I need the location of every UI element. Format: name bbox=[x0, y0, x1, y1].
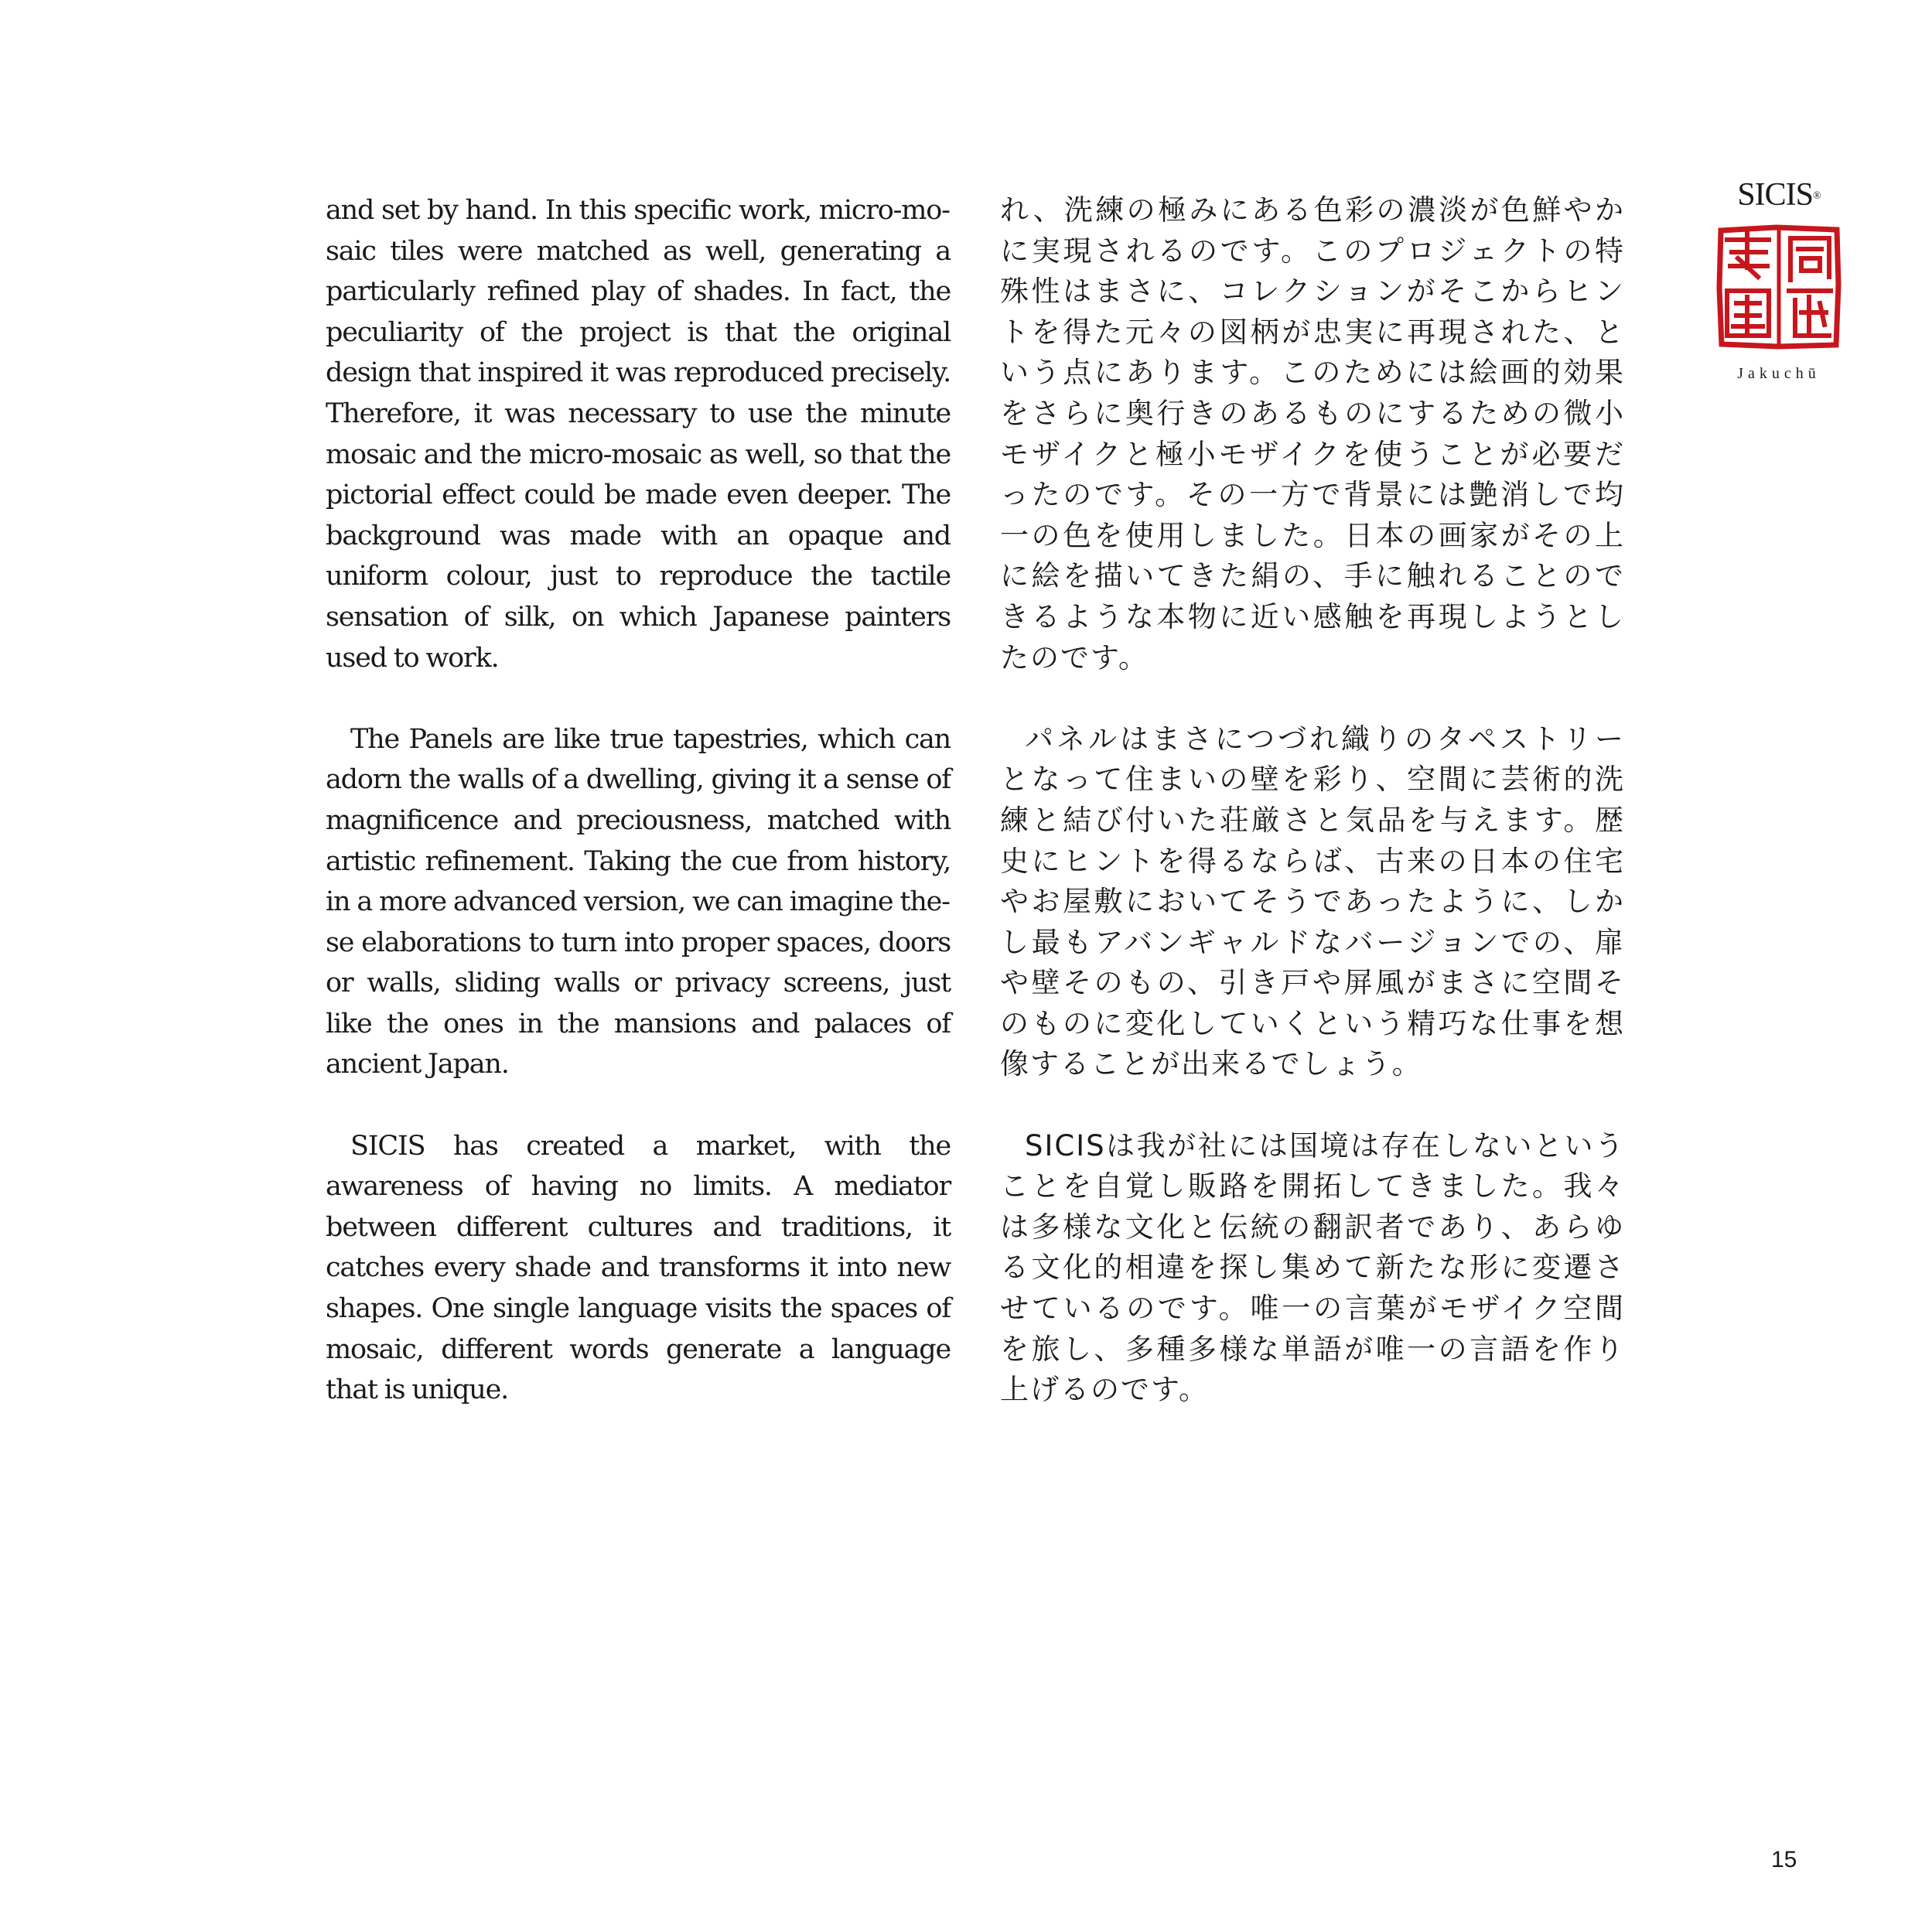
seal-subtitle: Jakuchū bbox=[1737, 365, 1821, 382]
brand-logo bbox=[1702, 176, 1856, 213]
red-seal-stamp bbox=[1715, 223, 1843, 351]
page-number: 15 bbox=[1771, 1847, 1797, 1872]
english-paragraph-3: SICIS has created a market, with the awareness of having no limits. A mediator between different cultures and traditions, it catches every shade and transforms it into new shapes. One single language visits the spaces of mosaic, different words generate a language that is unique. bbox=[326, 1130, 951, 1406]
japanese-paragraph-2: パネルはまさにつづれ織りのタペストリーとなって住まいの壁を彩り、空間に芸術的洗練と結び付いた荘厳さと気品を与えます。歴史にヒントを得るならば、古来の日本の住宅やお屋敷においてそうであったように、しかし最もアバンギャルドなバージョンでの、扉や壁そのもの、引き戸や屏風がまさに空間そのものに変化していくという精巧な仕事を想像することが出来るでしょう。 bbox=[1000, 722, 1625, 1081]
japanese-paragraph-3: SICISは我が社には国境は存在しないということを自覚し販路を開拓してきました。我々は多様な文化と伝統の翻訳者であり、あらゆる文化的相違を探し集めて新たな形に変遷させているのです。唯一の言葉がモザイク空間を旅し、多種多様な単語が唯一の言語を作り上げるのです。 bbox=[1000, 1128, 1625, 1407]
english-text-column bbox=[326, 190, 951, 1451]
english-paragraph-1: and set by hand. In this specific work, micro-mosaic tiles were matched as well, generating a particularly refined play of shades. In fact, the peculiarity of the project is that the original design that inspired it was reproduced precisely. Therefore, it was necessary to use the minute mosaic and the micro-mosaic as well, so that the pictorial effect could be made even deeper. The background was made with an opaque and uniform colour, just to reproduce the tactile sensation of silk, on which Japanese painters used to work. bbox=[326, 195, 951, 674]
brand-name: SICIS bbox=[1737, 177, 1814, 213]
trademark-mark: ® bbox=[1813, 190, 1821, 202]
english-paragraph-2: The Panels are like true tapestries, which can adorn the walls of a dwelling, giving it a sense of magnificence and preciousness, matched with artistic refinement. Taking the cue from history, in a more advanced version, we can imagine these elaborations to turn into proper spaces, doors or walls, sliding walls or privacy screens, just like the ones in the mansions and palaces of ancient Japan. bbox=[326, 723, 951, 1080]
japanese-paragraph-1: れ、洗練の極みにある色彩の濃淡が色鮮やかに実現されるのです。このプロジェクトの特殊性はまさに、コレクションがそこからヒントを得た元々の図柄が忠実に再現された、という点にあります。このためには絵画的効果をさらに奥行きのあるものにするための微小モザイクと極小モザイクを使うことが必要だったのです。その一方で背景には艶消しで均一の色を使用しました。日本の画家がその上に絵を描いてきた絹の、手に触れることのできるような本物に近い感触を再現しようとしたのです。 bbox=[1000, 193, 1625, 674]
brand-block bbox=[1702, 176, 1856, 383]
japanese-text-column bbox=[1000, 190, 1625, 1451]
